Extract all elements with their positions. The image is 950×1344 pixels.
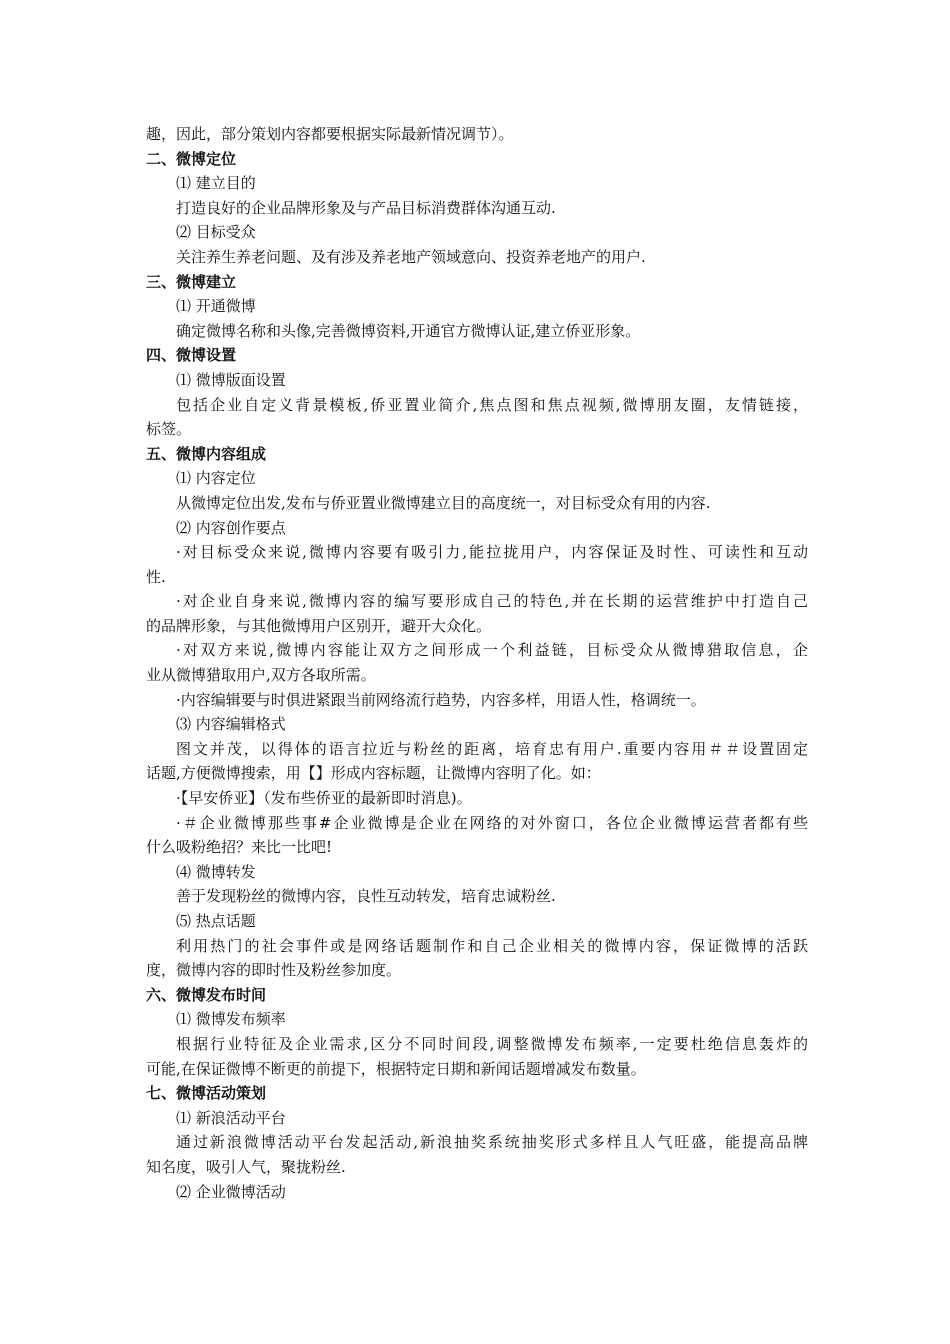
text-line: 关注养生养老问题、及有涉及养老地产领域意向、投资养老地产的用户. [176,247,646,266]
section-heading: 四、微博设置 [146,346,237,365]
text-line: 确定微博名称和头像,完善微博资料,开通官方微博认证,建立侨亚形象。 [176,321,641,340]
text-line: ·对双方来说,微博内容能让双方之间形成一个利益链，目标受众从微博猎取信息，企 [176,641,808,660]
text-line: 度，微博内容的即时性及粉丝参加度。 [146,961,402,980]
text-line: ⑸ 热点话题 [176,912,256,930]
text-line: ·【早安侨亚】（发布些侨亚的最新即时消息)。 [176,789,472,808]
text-line: 图文并茂，以得体的语言拉近与粉丝的距离，培育忠有用户.重要内容用＃＃设置固定 [176,739,808,758]
text-line: ⑵ 目标受众 [176,223,256,242]
section-heading: 二、微博定位 [146,149,237,168]
text-line: ⑴ 内容定位 [176,469,256,488]
text-line: ⑵ 企业微博活动 [176,1182,286,1201]
text-line: 性. [146,567,166,586]
text-line: 通过新浪微博活动平台发起活动,新浪抽奖系统抽奖形式多样且人气旺盛，能提高品牌 [176,1133,808,1152]
text-line: ⑴ 微博版面设置 [176,370,286,389]
text-line: 利用热门的社会事件或是网络话题制作和自己企业相关的微博内容，保证微博的活跃 [176,936,808,955]
text-line: 标签。 [146,420,192,439]
text-line: ·对目标受众来说,微博内容要有吸引力,能拉拢用户，内容保证及时性、可读性和互动 [176,543,808,562]
text-line: 的品牌形象，与其他微博用户区别开，避开大众化。 [146,616,492,635]
text-line: ⑴ 开通微博 [176,297,256,316]
text-line: ·内容编辑要与时俱进紧跟当前网络流行趋势，内容多样，用语人性，格调统一。 [176,690,706,709]
text-line: 知名度，吸引人气，聚拢粉丝. [146,1157,346,1176]
text-line: ⑴ 微博发布频率 [176,1010,286,1029]
section-heading: 五、微博内容组成 [146,444,267,463]
text-line: 打造良好的企业品牌形象及与产品目标消费群体沟通互动. [176,198,556,217]
text-line: 什么吸粉绝招？来比一比吧! [146,838,333,857]
section-heading: 六、微博发布时间 [146,985,267,1004]
document-page [146,122,808,1204]
text-line: ⑴ 建立目的 [176,174,256,193]
text-line: ·＃企业微博那些事#企业微博是企业在网络的对外窗口，各位企业微博运营者都有些 [176,813,808,832]
section-heading: 三、微博建立 [146,272,237,291]
text-line: 根据行业特征及企业需求,区分不同时间段,调整微博发布频率,一定要杜绝信息轰炸的 [176,1034,808,1053]
section-heading: 七、微博活动策划 [146,1084,267,1103]
text-line: ⑴ 新浪活动平台 [176,1108,286,1127]
text-line: 包括企业自定义背景模板,侨亚置业简介,焦点图和焦点视频,微博朋友圈，友情链接， [176,395,808,414]
text-line: ⑶ 内容编辑格式 [176,715,286,734]
text-line: 可能,在保证微博不断更的前提下，根据特定日期和新闻话题增减发布数量。 [146,1059,646,1078]
text-line: 从微博定位出发,发布与侨亚置业微博建立目的高度统一，对目标受众有用的内容. [176,493,711,512]
text-line: ·对企业自身来说,微博内容的编写要形成自己的特色,并在长期的运营维护中打造自己 [176,592,808,611]
text-line: 话题,方便微博搜索，用【】形成内容标题，让微博内容明了化。如： [146,764,601,783]
text-line: ⑷ 微博转发 [176,862,256,881]
text-line: 业从微博猎取用户,双方各取所需。 [146,666,376,685]
text-line: ⑵ 内容创作要点 [176,518,286,537]
text-line: 趣，因此，部分策划内容都要根据实际最新情况调节）。 [146,125,514,143]
text-line: 善于发现粉丝的微博内容，良性互动转发，培育忠诚粉丝. [176,887,556,906]
